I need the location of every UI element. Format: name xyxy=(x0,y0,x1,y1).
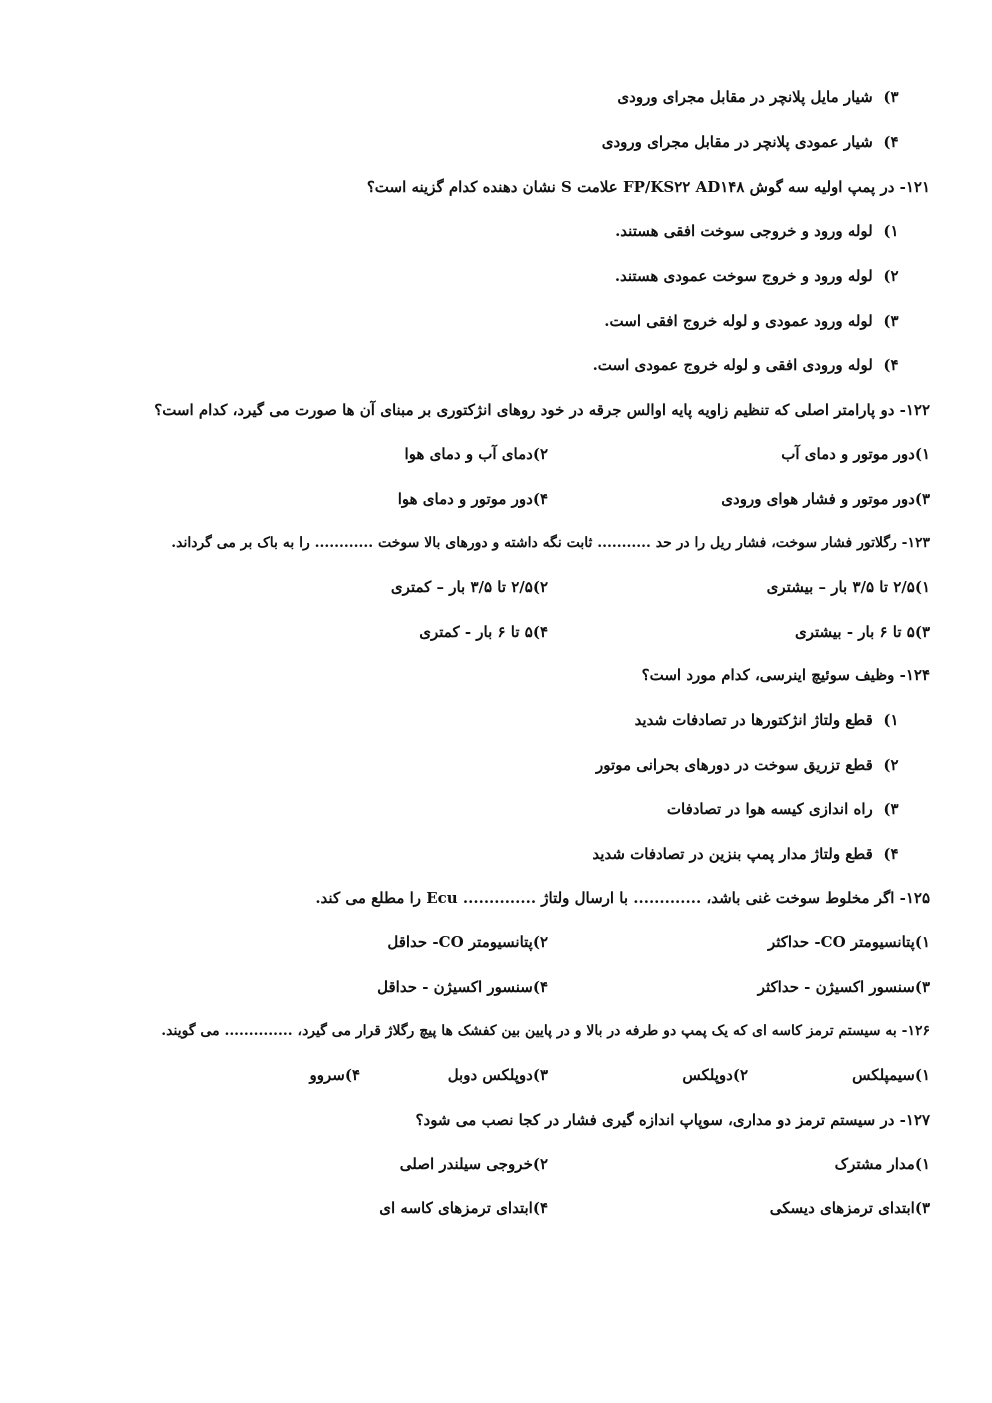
option-item xyxy=(596,754,904,776)
option-1: ۱)دور موتور و دمای آب xyxy=(781,445,930,463)
option-number: ۴) xyxy=(883,845,899,863)
option-number: ۲) xyxy=(883,756,899,774)
option-item xyxy=(635,709,904,731)
question-123: ۱۲۳- رگلاتور فشار سوخت، فشار ریل را در حد ........... ثابت نگه داشته و دورهای بالا سوخت ............ را به باک بر می گرداند. xyxy=(171,535,930,551)
option-number: ۱) xyxy=(883,222,899,240)
question-125: ۱۲۵- اگر مخلوط سوخت غنی باشد، ............. با ارسال ولتاژ .............. Ecu را مطلع می کند. xyxy=(315,889,930,907)
option-4: ۴)ابتدای ترمزهای کاسه ای xyxy=(379,1199,548,1217)
option-3: ۳)دور موتور و فشار هوای ورودی xyxy=(721,490,930,508)
option-1: ۱)پتانسیومتر CO- حداکثر xyxy=(767,933,930,951)
option-4: ۴)دور موتور و دمای هوا xyxy=(397,490,548,508)
option-text: لوله ورود و خروج سوخت عمودی هستند. xyxy=(614,267,873,285)
option-item xyxy=(667,798,904,820)
option-text: لوله ورودی افقی و لوله خروج عمودی است. xyxy=(592,356,873,374)
question-124: ۱۲۴- وظیف سوئیچ اینرسی، کدام مورد است؟ xyxy=(641,666,930,684)
option-2: ۲)پتانسیومتر CO- حداقل xyxy=(387,933,548,951)
option-1: ۱)سیمپلکس xyxy=(852,1066,930,1084)
option-item xyxy=(592,843,904,865)
option-item xyxy=(617,86,904,108)
option-number: ۱) xyxy=(883,711,899,729)
option-4: ۴)۵ تا ۶ بار - کمتری xyxy=(419,623,548,641)
option-2: ۲)دمای آب و دمای هوا xyxy=(404,445,548,463)
option-2: ۲)۲/۵ تا ۳/۵ بار – کمتری xyxy=(390,578,548,596)
option-2: ۲)دوپلکس xyxy=(682,1066,748,1084)
option-3: ۳)۵ تا ۶ بار - بیشتری xyxy=(794,623,930,641)
option-number: ۳) xyxy=(883,800,899,818)
option-text: راه اندازی کیسه هوا در تصادفات xyxy=(666,800,873,818)
option-number: ۳) xyxy=(883,88,899,106)
option-text: لوله ورود و خروجی سوخت افقی هستند. xyxy=(615,222,873,240)
option-item xyxy=(593,354,904,376)
question-121: ۱۲۱- در پمپ اولیه سه گوش FP/KS۲۲ AD۱۴۸ علامت S نشان دهنده کدام گزینه است؟ xyxy=(366,178,930,196)
option-item xyxy=(615,220,904,242)
option-number: ۴) xyxy=(883,356,899,374)
option-4: ۴)سروو xyxy=(309,1066,360,1084)
option-4: ۴)سنسور اکسیژن - حداقل xyxy=(377,978,548,996)
option-3: ۳)دوپلکس دوبل xyxy=(447,1066,548,1084)
option-2: ۲)خروجی سیلندر اصلی xyxy=(399,1155,548,1173)
option-text: قطع ولتاژ انژکتورها در تصادفات شدید xyxy=(634,711,873,729)
option-item xyxy=(604,310,904,332)
option-3: ۳)ابتدای ترمزهای دیسکی xyxy=(769,1199,930,1217)
option-item xyxy=(615,265,904,287)
option-1: ۱)۲/۵ تا ۳/۵ بار – بیشتری xyxy=(766,578,930,596)
question-127: ۱۲۷- در سیستم ترمز دو مداری، سوپاپ اندازه گیری فشار در کجا نصب می شود؟ xyxy=(415,1111,930,1129)
question-126: ۱۲۶- به سیستم ترمز کاسه ای که یک پمپ دو طرفه در بالا و در پایین بین کفشک ها پیچ رگلاژ قرار می گیرد، .............. می گویند. xyxy=(161,1023,930,1039)
option-text: قطع ولتاژ مدار پمپ بنزین در تصادفات شدید xyxy=(592,845,873,863)
option-text: قطع تزریق سوخت در دورهای بحرانی موتور xyxy=(596,756,873,774)
option-text: شیار عمودی پلانچر در مقابل مجرای ورودی xyxy=(601,133,873,151)
option-number: ۳) xyxy=(883,312,899,330)
option-3: ۳)سنسور اکسیژن - حداکثر xyxy=(757,978,930,996)
option-number: ۲) xyxy=(883,267,899,285)
option-text: لوله ورود عمودی و لوله خروج افقی است. xyxy=(604,312,873,330)
option-number: ۴) xyxy=(883,133,899,151)
option-text: شیار مایل پلانچر در مقابل مجرای ورودی xyxy=(617,88,873,106)
question-122: ۱۲۲- دو پارامتر اصلی که تنظیم زاویه پایه اوالس جرقه در خود روهای انژکتوری بر مبنای آن ها صورت می گیرد، کدام است؟ xyxy=(154,401,930,419)
option-item xyxy=(602,131,904,153)
option-1: ۱)مدار مشترک xyxy=(834,1155,930,1173)
